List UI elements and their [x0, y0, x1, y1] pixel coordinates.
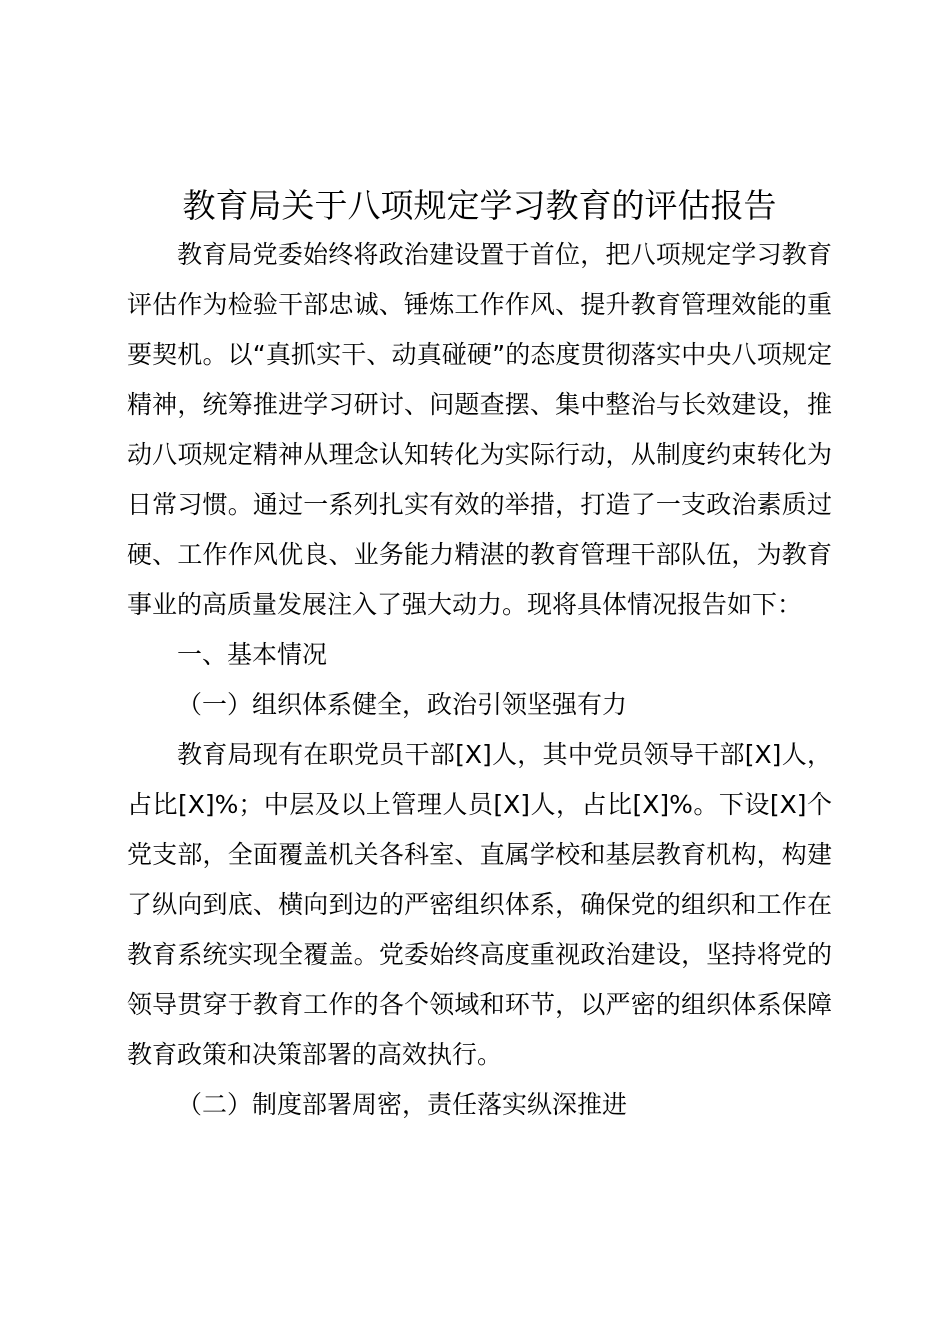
- document-title: 教育局关于八项规定学习教育的评估报告: [182, 186, 777, 225]
- intro-paragraph: 教育局党委始终将政治建设置于首位，把八项规定学习教育评估作为检验干部忠诚、锤炼工作作风、提升教育管理效能的重要契机。以“真抓实干、动真碰硬”的态度贯彻落实中央八项规定精神，统筹推进学习研讨、问题查摆、集中整治与长效建设，推动八项规定精神从理念认知转化为实际行动，从制度约束转化为日常习惯。通过一系列扎实有效的举措，打造了一支政治素质过硬、工作作风优良、业务能力精湛的教育管理干部队伍，为教育事业的高质量发展注入了强大动力。现将具体情况报告如下：: [127, 240, 832, 619]
- section-heading-basic: 一、基本情况: [177, 640, 328, 669]
- subsection-heading-organization: （一）组织体系健全，政治引领坚强有力: [177, 690, 628, 719]
- organization-paragraph: 教育局现有在职党员干部[X]人，其中党员领导干部[X]人，占比[X]%；中层及以上管理人员[X]人，占比[X]%。下设[X]个党支部，全面覆盖机关各科室、直属学校和基层教育机构，构建了纵向到底、横向到边的严密组织体系，确保党的组织和工作在教育系统实现全覆盖。党委始终高度重视政治建设，坚持将党的领导贯穿于教育工作的各个领域和环节，以严密的组织体系保障教育政策和决策部署的高效执行。: [127, 740, 832, 1069]
- document-page: [127, 182, 832, 1130]
- subsection-heading-system: （二）制度部署周密，责任落实纵深推进: [177, 1090, 628, 1119]
